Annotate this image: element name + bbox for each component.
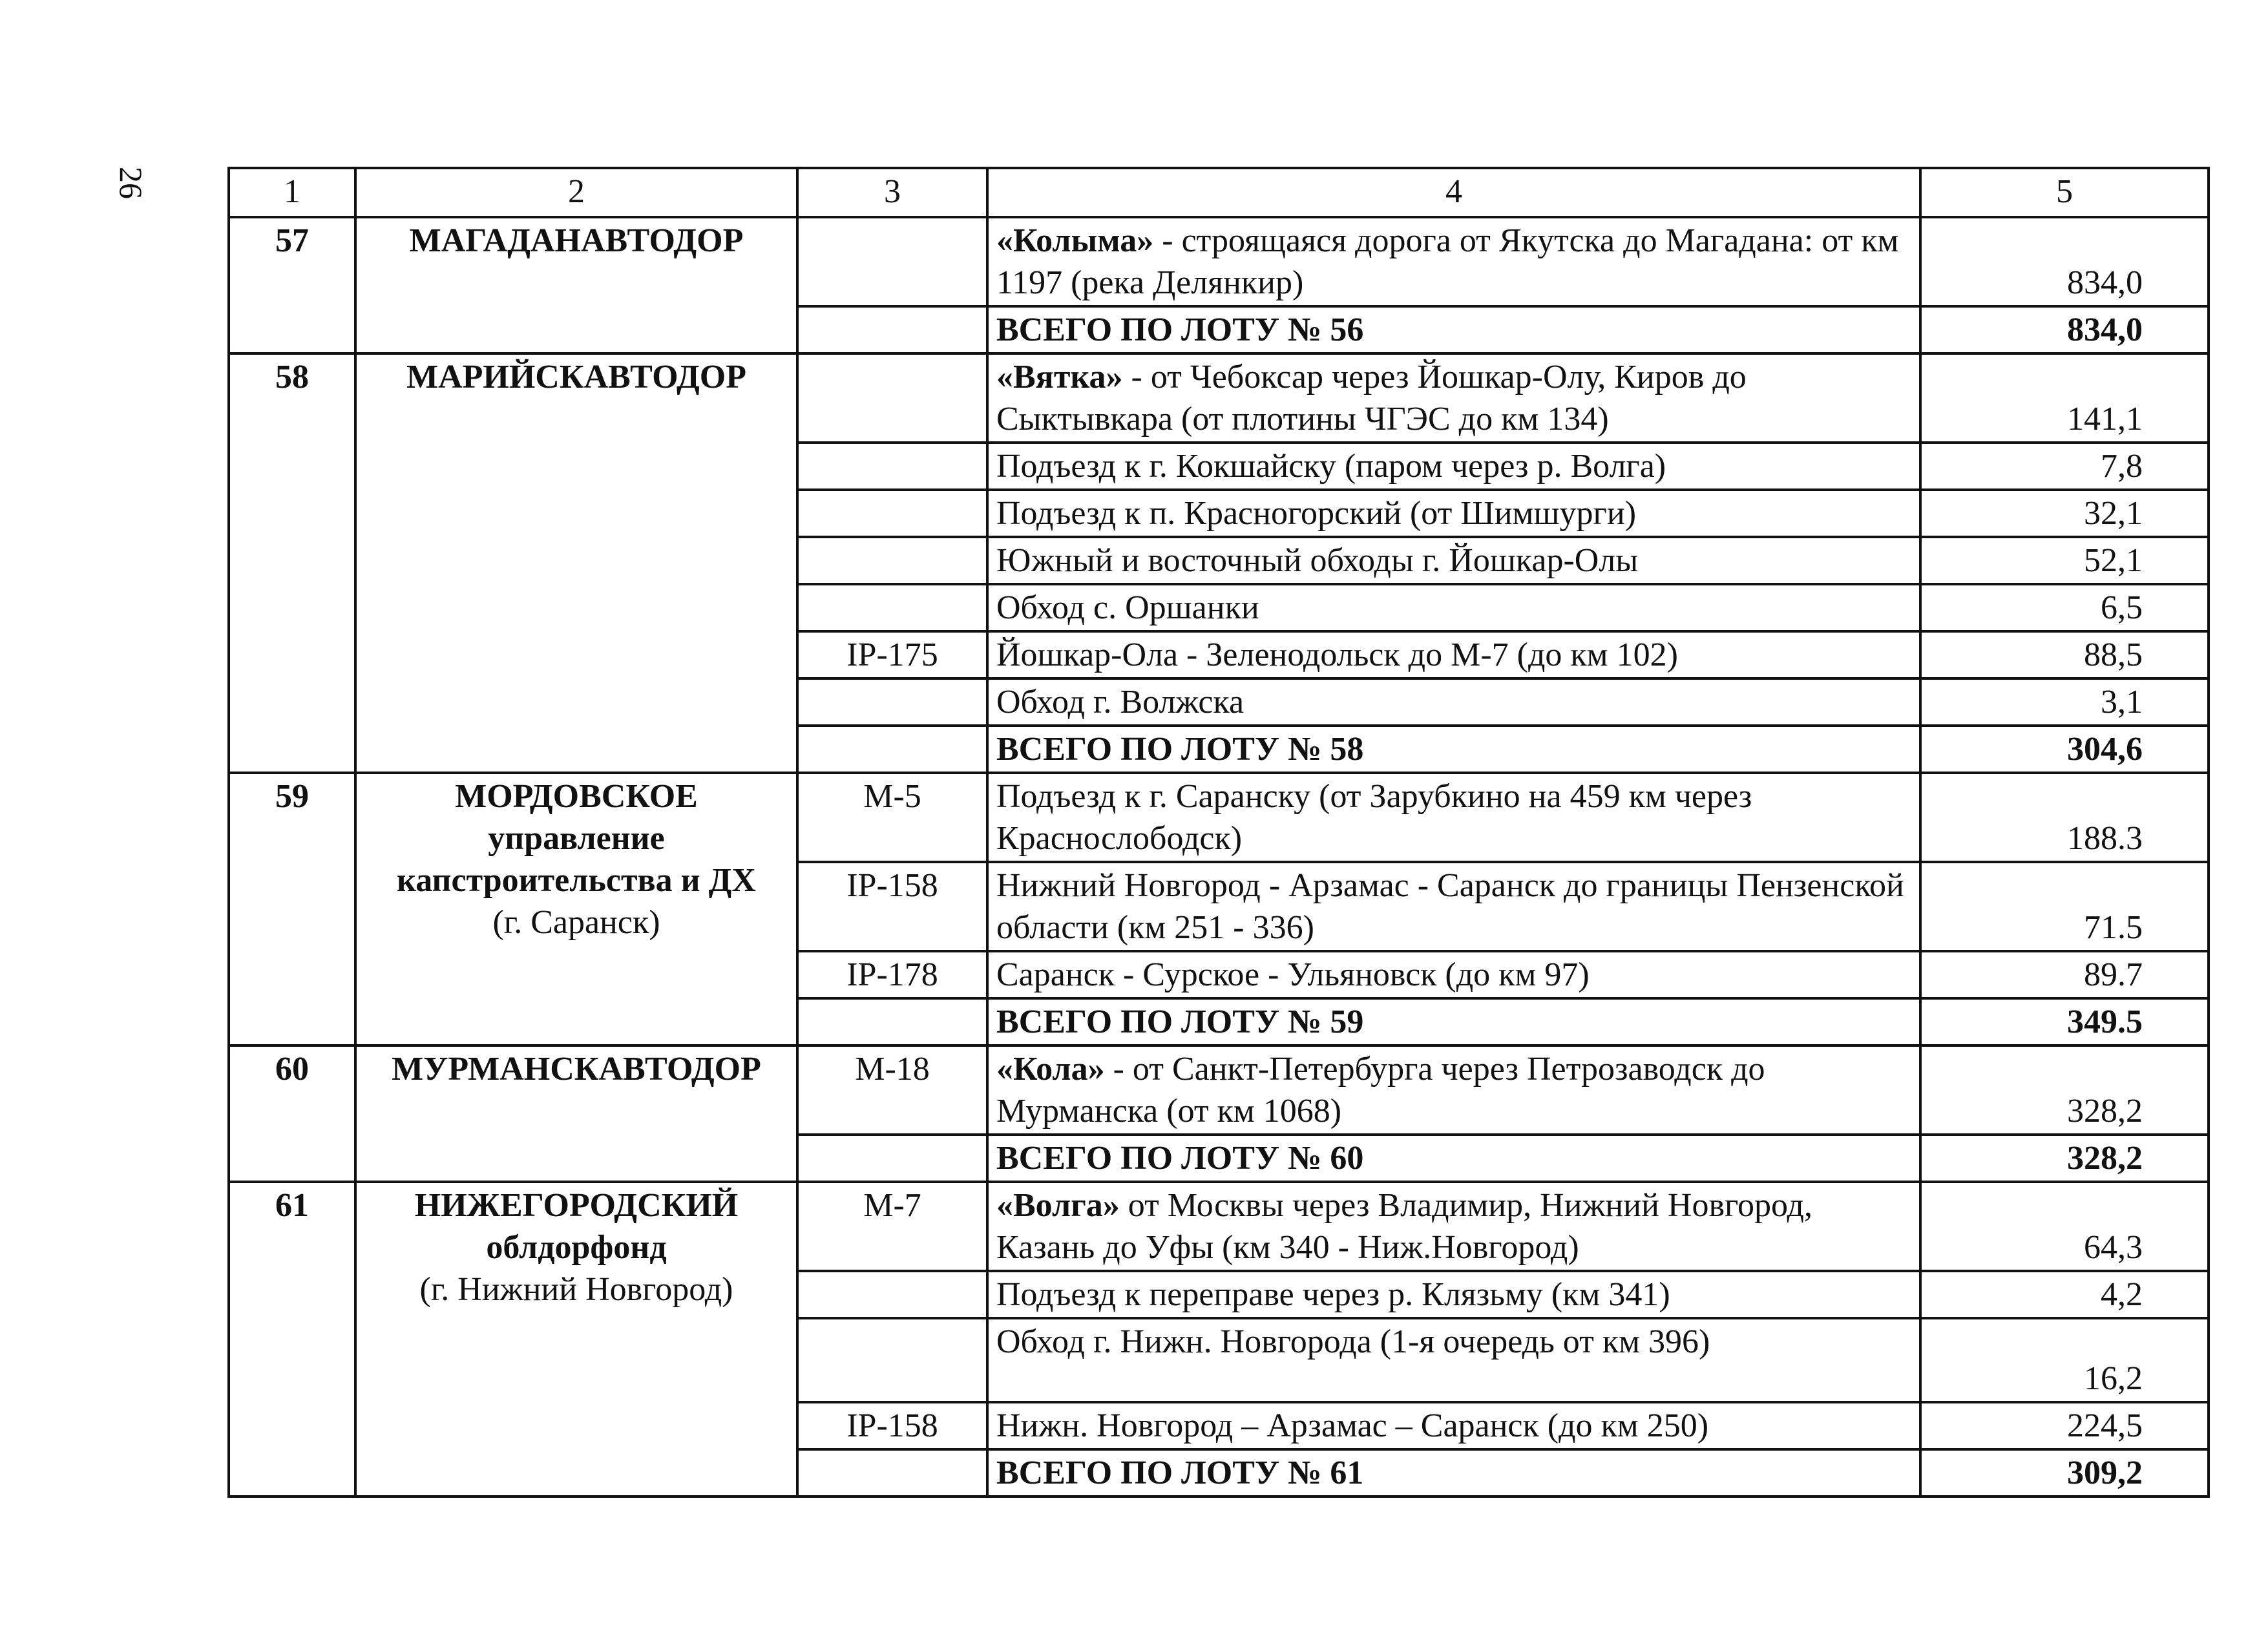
organization-name: МУРМАНСКАВТОДОР: [392, 1051, 761, 1087]
empty-code-cell: [797, 726, 987, 773]
road-details: Обход с. Оршанки: [996, 589, 1259, 626]
page-number: 26: [113, 167, 149, 199]
road-code: М-5: [797, 773, 987, 862]
lot-total-label: ВСЕГО ПО ЛОТУ № 59: [987, 998, 1920, 1045]
road-details: Нижний Новгород - Арзамас - Саранск до границы Пензенской области (км 251 - 336): [996, 867, 1904, 946]
lot-total-value: 349.5: [1920, 998, 2209, 1045]
road-length: 188.3: [1920, 773, 2209, 862]
road-code: IP-178: [797, 951, 987, 998]
road-details: Йошкар-Ола - Зеленодольск до М-7 (до км 102): [996, 636, 1678, 673]
road-details: - от Санкт-Петербурга через Петрозаводск до Мурманска (от км 1068): [996, 1051, 1765, 1129]
lot-total-label: ВСЕГО ПО ЛОТУ № 61: [987, 1449, 1920, 1497]
organization-city: (г. Нижний Новгород): [419, 1271, 733, 1308]
road-length: 88,5: [1920, 631, 2209, 678]
organization-cell: [355, 773, 797, 1045]
road-details: Подъезд к п. Красногорский (от Шимшурги): [996, 495, 1637, 532]
road-code: [797, 537, 987, 584]
road-description: [987, 217, 1920, 306]
road-code: М-7: [797, 1182, 987, 1271]
road-length: 328,2: [1920, 1045, 2209, 1135]
road-code: [797, 584, 987, 631]
road-details: Обход г. Волжска: [996, 684, 1244, 720]
lot-total-label: ВСЕГО ПО ЛОТУ № 58: [987, 726, 1920, 773]
road-length: 16,2: [1920, 1318, 2209, 1402]
road-length: 3,1: [1920, 678, 2209, 726]
lot-total-value: 834,0: [1920, 306, 2209, 353]
column-number-header: 2: [355, 168, 797, 217]
road-details: - строящаяся дорога от Якутска до Магадана: от км 1197 (река Делянкир): [996, 222, 1899, 301]
road-code: [797, 1271, 987, 1318]
road-length: 71.5: [1920, 862, 2209, 951]
road-details: Южный и восточный обходы г. Йошкар-Олы: [996, 542, 1639, 579]
organization-name: МОРДОВСКОЕ управление капстроительства и ДХ: [397, 778, 756, 899]
road-description: [987, 490, 1920, 537]
road-code: IP-158: [797, 862, 987, 951]
road-description: [987, 1045, 1920, 1135]
road-details: Подъезд к г. Саранску (от Зарубкино на 459 км через Краснослободск): [996, 778, 1752, 857]
road-lots-table: [227, 167, 2210, 1498]
road-length: 834,0: [1920, 217, 2209, 306]
road-row: [229, 217, 2209, 306]
lot-number: 59: [229, 773, 355, 1045]
road-description: [987, 862, 1920, 951]
road-code: [797, 443, 987, 490]
road-code: М-18: [797, 1045, 987, 1135]
road-code: [797, 678, 987, 726]
road-description: [987, 1318, 1920, 1402]
empty-code-cell: [797, 1449, 987, 1497]
road-length: 89.7: [1920, 951, 2209, 998]
road-row: [229, 1182, 2209, 1271]
empty-code-cell: [797, 1135, 987, 1182]
road-length: 141,1: [1920, 353, 2209, 443]
road-name: «Вятка»: [996, 359, 1123, 395]
lot-total-value: 328,2: [1920, 1135, 2209, 1182]
lot-number: 58: [229, 353, 355, 773]
road-description: [987, 678, 1920, 726]
road-length: 4,2: [1920, 1271, 2209, 1318]
road-description: [987, 631, 1920, 678]
road-length: 224,5: [1920, 1402, 2209, 1449]
lot-number: 57: [229, 217, 355, 353]
road-name: «Волга»: [996, 1187, 1120, 1224]
road-description: [987, 353, 1920, 443]
road-code: [797, 1318, 987, 1402]
road-code: IP-158: [797, 1402, 987, 1449]
road-details: - от Чебоксар через Йошкар-Олу, Киров до Сыктывкара (от плотины ЧГЭС до км 134): [996, 359, 1747, 437]
road-length: 6,5: [1920, 584, 2209, 631]
road-description: [987, 773, 1920, 862]
road-description: [987, 1182, 1920, 1271]
road-length: 64,3: [1920, 1182, 2209, 1271]
empty-code-cell: [797, 306, 987, 353]
road-row: [229, 773, 2209, 862]
road-row: [229, 1045, 2209, 1135]
lot-total-value: 304,6: [1920, 726, 2209, 773]
organization-name: НИЖЕГОРОДСКИЙ облдорфонд: [414, 1187, 739, 1266]
lot-total-label: ВСЕГО ПО ЛОТУ № 60: [987, 1135, 1920, 1182]
road-details: от Москвы через Владимир, Нижний Новгород, Казань до Уфы (км 340 - Ниж.Новгород): [996, 1187, 1813, 1266]
empty-code-cell: [797, 998, 987, 1045]
organization-cell: [355, 1045, 797, 1182]
road-details: Нижн. Новгород – Арзамас – Саранск (до км 250): [996, 1407, 1709, 1444]
lot-total-label: ВСЕГО ПО ЛОТУ № 56: [987, 306, 1920, 353]
road-code: [797, 217, 987, 306]
column-number-header-row: [229, 168, 2209, 217]
column-number-header: 1: [229, 168, 355, 217]
organization-name: МАРИЙСКАВТОДОР: [406, 359, 746, 395]
organization-name: МАГАДАНАВТОДОР: [409, 222, 744, 259]
lot-number: 61: [229, 1182, 355, 1497]
road-description: [987, 443, 1920, 490]
column-number-header: 3: [797, 168, 987, 217]
road-details: Саранск - Сурское - Ульяновск (до км 97): [996, 956, 1590, 993]
road-length: 52,1: [1920, 537, 2209, 584]
road-length: 32,1: [1920, 490, 2209, 537]
column-number-header: 4: [987, 168, 1920, 217]
road-row: [229, 353, 2209, 443]
road-details: Обход г. Нижн. Новгорода (1-я очередь от км 396): [996, 1323, 1710, 1360]
road-code: IP-175: [797, 631, 987, 678]
road-description: [987, 537, 1920, 584]
lot-number: 60: [229, 1045, 355, 1182]
organization-cell: [355, 1182, 797, 1497]
column-number-header: 5: [1920, 168, 2209, 217]
road-code: [797, 490, 987, 537]
road-description: [987, 1271, 1920, 1318]
road-details: Подъезд к переправе через р. Клязьму (км 341): [996, 1276, 1670, 1313]
road-code: [797, 353, 987, 443]
road-description: [987, 951, 1920, 998]
road-name: «Кола»: [996, 1051, 1105, 1087]
road-details: Подъезд к г. Кокшайску (паром через р. Волга): [996, 448, 1666, 485]
organization-cell: [355, 217, 797, 353]
road-name: «Колыма»: [996, 222, 1154, 259]
organization-cell: [355, 353, 797, 773]
organization-city: (г. Саранск): [492, 904, 660, 941]
road-description: [987, 584, 1920, 631]
road-description: [987, 1402, 1920, 1449]
lot-total-value: 309,2: [1920, 1449, 2209, 1497]
road-length: 7,8: [1920, 443, 2209, 490]
